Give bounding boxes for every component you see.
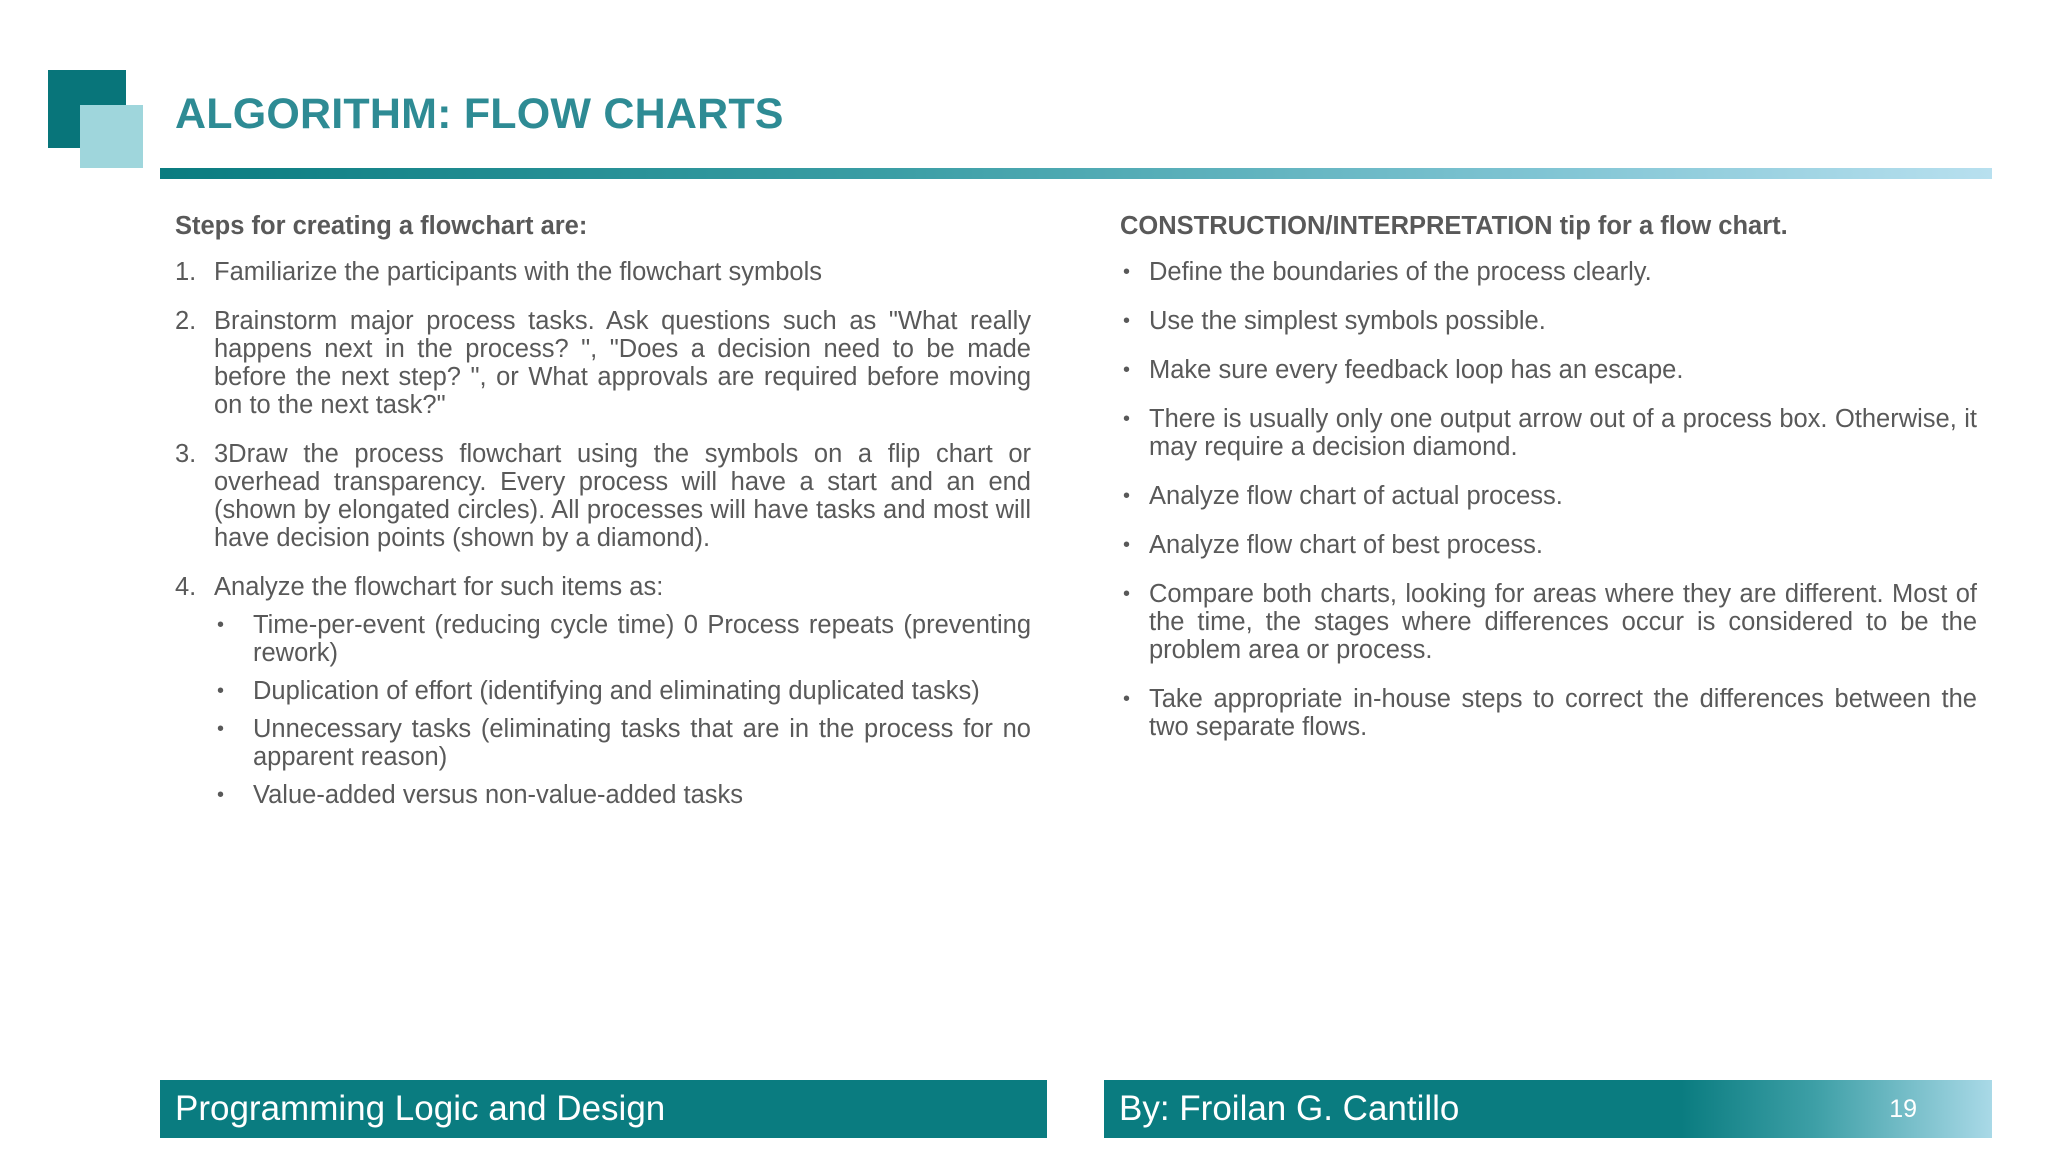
- step-number: 2.: [175, 307, 197, 335]
- footer-course-title: Programming Logic and Design: [175, 1089, 666, 1128]
- tip-text: Use the simplest symbols possible.: [1149, 307, 1546, 335]
- tip-item: [1120, 405, 1977, 461]
- bullet-icon: •: [217, 718, 225, 740]
- bullet-icon: •: [1123, 688, 1131, 710]
- slide-title: ALGORITHM: FLOW CHARTS: [175, 90, 784, 138]
- sub-item-text: Time-per-event (reducing cycle time) 0 Process repeats (preventing rework): [253, 611, 1031, 667]
- bullet-icon: •: [217, 614, 225, 636]
- bullet-icon: •: [1123, 534, 1131, 556]
- step-text: Familiarize the participants with the flowchart symbols: [214, 258, 822, 286]
- sub-item-text: Duplication of effort (identifying and eliminating duplicated tasks): [253, 677, 980, 705]
- page-number: 19: [1889, 1095, 1917, 1123]
- tip-text: Analyze flow chart of actual process.: [1149, 482, 1563, 510]
- step-text: Analyze the flowchart for such items as:: [214, 573, 664, 601]
- sub-list-item: [214, 715, 1031, 771]
- step-number: 4.: [175, 573, 197, 601]
- tip-item: [1120, 685, 1977, 741]
- tip-text: Analyze flow chart of best process.: [1149, 531, 1544, 559]
- tip-item: [1120, 580, 1977, 664]
- left-heading: Steps for creating a flowchart are:: [175, 212, 588, 240]
- bullet-icon: •: [217, 680, 225, 702]
- step-item: [175, 440, 1031, 552]
- tip-text: Make sure every feedback loop has an escape.: [1149, 356, 1684, 384]
- sub-list-item: [214, 677, 1031, 705]
- sub-list-item: [214, 781, 1031, 809]
- step-number: 1.: [175, 258, 197, 286]
- step-text: Brainstorm major process tasks. Ask questions such as "What really happens next in the process? ", "Does a decision need to be made before the next step? ", or What approvals are required before moving on to the next task?": [214, 307, 1031, 419]
- step-text: 3Draw the process flowchart using the symbols on a flip chart or overhead transparency. Every process will have a start and an end (shown by elongated circles). All processes will have tasks and most will have decision points (shown by a diamond).: [214, 440, 1031, 552]
- title-decor-light-square: [80, 105, 143, 168]
- tip-text: Compare both charts, looking for areas where they are different. Most of the time, the stages where differences occur is considered to be the problem area or process.: [1149, 580, 1977, 664]
- step-number: 3.: [175, 440, 197, 468]
- bullet-icon: •: [1123, 310, 1131, 332]
- bullet-icon: •: [1123, 485, 1131, 507]
- bullet-icon: •: [1123, 359, 1131, 381]
- tip-item: [1120, 307, 1977, 335]
- right-column: [1120, 212, 1977, 762]
- sub-list-item: [214, 611, 1031, 667]
- sub-item-text: Unnecessary tasks (eliminating tasks that are in the process for no apparent reason): [253, 715, 1031, 771]
- right-heading: CONSTRUCTION/INTERPRETATION tip for a flow chart.: [1120, 212, 1788, 240]
- tip-item: [1120, 482, 1977, 510]
- step-item: [175, 573, 1031, 601]
- tip-item: [1120, 356, 1977, 384]
- sub-item-text: Value-added versus non-value-added tasks: [253, 781, 744, 809]
- footer-author-bar: [1104, 1080, 1992, 1138]
- left-column: [175, 212, 1031, 819]
- step-item: [175, 307, 1031, 419]
- footer-author: By: Froilan G. Cantillo: [1119, 1089, 1460, 1128]
- tip-item: [1120, 258, 1977, 286]
- step-item: [175, 258, 1031, 286]
- bullet-icon: •: [1123, 408, 1131, 430]
- bullet-icon: •: [1123, 261, 1131, 283]
- title-underline-bar: [160, 168, 1992, 179]
- tip-text: There is usually only one output arrow out of a process box. Otherwise, it may require a decision diamond.: [1149, 405, 1977, 461]
- tip-item: [1120, 531, 1977, 559]
- tip-text: Take appropriate in-house steps to correct the differences between the two separate flows.: [1149, 685, 1977, 741]
- footer-course-bar: [160, 1080, 1047, 1138]
- bullet-icon: •: [217, 784, 225, 806]
- bullet-icon: •: [1123, 583, 1131, 605]
- tip-text: Define the boundaries of the process clearly.: [1149, 258, 1652, 286]
